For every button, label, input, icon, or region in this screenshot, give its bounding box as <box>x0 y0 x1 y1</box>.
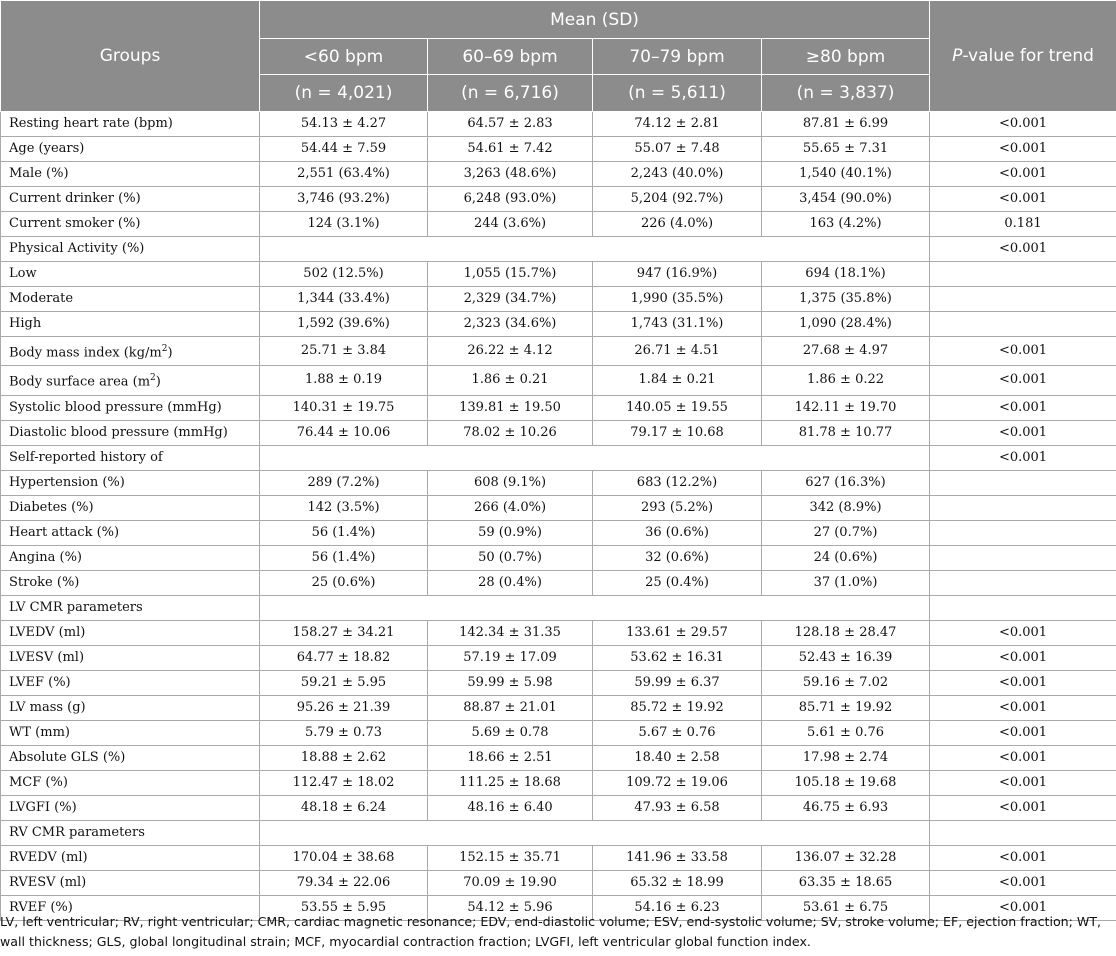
row-label-superscript: 2 <box>161 344 168 354</box>
pvalue-cell: <0.001 <box>930 420 1116 445</box>
row-label: Stroke (%) <box>1 570 260 595</box>
row-label: Age (years) <box>1 137 260 162</box>
value-cell: 124 (3.1%) <box>260 212 428 237</box>
value-cell: 52.43 ± 16.39 <box>762 645 930 670</box>
value-cell: 112.47 ± 18.02 <box>260 770 428 795</box>
value-cell: 87.81 ± 6.99 <box>762 112 930 137</box>
row-label: Diastolic blood pressure (mmHg) <box>1 420 260 445</box>
pvalue-cell: <0.001 <box>930 870 1116 895</box>
value-cell: 50 (0.7%) <box>428 545 593 570</box>
value-cell: 5.61 ± 0.76 <box>762 720 930 745</box>
value-cell: 1,743 (31.1%) <box>593 312 762 337</box>
value-cell: 74.12 ± 2.81 <box>593 112 762 137</box>
table-row <box>1 670 1116 695</box>
pvalue-cell: <0.001 <box>930 445 1116 470</box>
table-row <box>1 162 1116 187</box>
value-cell: 111.25 ± 18.68 <box>428 770 593 795</box>
row-label: RV CMR parameters <box>1 820 260 845</box>
value-cell: 293 (5.2%) <box>593 495 762 520</box>
value-cell: 27.68 ± 4.97 <box>762 337 930 366</box>
value-cell: 59.16 ± 7.02 <box>762 670 930 695</box>
value-cell: 65.32 ± 18.99 <box>593 870 762 895</box>
value-cell: 170.04 ± 38.68 <box>260 845 428 870</box>
table-row <box>1 570 1116 595</box>
value-cell: 139.81 ± 19.50 <box>428 395 593 420</box>
row-label <box>1 337 260 366</box>
table-row <box>1 337 1116 366</box>
category-header: 60–69 bpm <box>428 39 593 75</box>
value-cell: 37 (1.0%) <box>762 570 930 595</box>
table-row <box>1 212 1116 237</box>
row-label: High <box>1 312 260 337</box>
value-cell: 48.18 ± 6.24 <box>260 795 428 820</box>
pvalue-cell: <0.001 <box>930 366 1116 395</box>
table-row <box>1 545 1116 570</box>
row-label: MCF (%) <box>1 770 260 795</box>
value-cell: 1.88 ± 0.19 <box>260 366 428 395</box>
value-cell: 5.79 ± 0.73 <box>260 720 428 745</box>
table-row <box>1 645 1116 670</box>
pvalue-cell <box>930 470 1116 495</box>
value-cell: 1.84 ± 0.21 <box>593 366 762 395</box>
value-cell: 55.07 ± 7.48 <box>593 137 762 162</box>
value-cell: 59.21 ± 5.95 <box>260 670 428 695</box>
value-cell: 81.78 ± 10.77 <box>762 420 930 445</box>
pvalue-rest: -value for trend <box>962 46 1094 66</box>
row-label: Diabetes (%) <box>1 495 260 520</box>
value-cell: 26.71 ± 4.51 <box>593 337 762 366</box>
value-cell: 88.87 ± 21.01 <box>428 695 593 720</box>
value-cell: 226 (4.0%) <box>593 212 762 237</box>
row-label: Resting heart rate (bpm) <box>1 112 260 137</box>
section-row <box>1 445 1116 470</box>
pvalue-cell <box>930 262 1116 287</box>
row-label: Current drinker (%) <box>1 187 260 212</box>
table-row <box>1 420 1116 445</box>
table-row <box>1 137 1116 162</box>
pvalue-cell <box>930 820 1116 845</box>
value-cell: 79.34 ± 22.06 <box>260 870 428 895</box>
table-row <box>1 870 1116 895</box>
value-cell: 3,454 (90.0%) <box>762 187 930 212</box>
row-label: RVEDV (ml) <box>1 845 260 870</box>
value-cell: 53.62 ± 16.31 <box>593 645 762 670</box>
table-row <box>1 845 1116 870</box>
pvalue-cell: <0.001 <box>930 645 1116 670</box>
value-cell: 163 (4.2%) <box>762 212 930 237</box>
value-cell: 64.57 ± 2.83 <box>428 112 593 137</box>
category-n: (n = 4,021) <box>260 75 428 112</box>
value-cell: 53.61 ± 6.75 <box>762 895 930 920</box>
category-header: <60 bpm <box>260 39 428 75</box>
value-cell: 59 (0.9%) <box>428 520 593 545</box>
row-label-suffix: ) <box>167 345 173 361</box>
pvalue-cell <box>930 545 1116 570</box>
value-cell: 79.17 ± 10.68 <box>593 420 762 445</box>
category-n: (n = 3,837) <box>762 75 930 112</box>
pvalue-cell <box>930 312 1116 337</box>
row-label-text: Body surface area (m <box>9 374 151 390</box>
pvalue-cell: 0.181 <box>930 212 1116 237</box>
row-label: Self-reported history of <box>1 445 260 470</box>
value-cell: 55.65 ± 7.31 <box>762 137 930 162</box>
table-row <box>1 366 1116 395</box>
value-cell: 54.16 ± 6.23 <box>593 895 762 920</box>
section-spacer <box>260 595 930 620</box>
value-cell: 2,323 (34.6%) <box>428 312 593 337</box>
value-cell: 46.75 ± 6.93 <box>762 795 930 820</box>
value-cell: 140.05 ± 19.55 <box>593 395 762 420</box>
value-cell: 54.44 ± 7.59 <box>260 137 428 162</box>
table-row <box>1 745 1116 770</box>
value-cell: 105.18 ± 19.68 <box>762 770 930 795</box>
table-row <box>1 187 1116 212</box>
value-cell: 56 (1.4%) <box>260 520 428 545</box>
value-cell: 141.96 ± 33.58 <box>593 845 762 870</box>
value-cell: 54.12 ± 5.96 <box>428 895 593 920</box>
value-cell: 1.86 ± 0.22 <box>762 366 930 395</box>
category-header: ≥80 bpm <box>762 39 930 75</box>
table-row <box>1 262 1116 287</box>
pvalue-cell: <0.001 <box>930 137 1116 162</box>
value-cell: 158.27 ± 34.21 <box>260 620 428 645</box>
row-label: LVEDV (ml) <box>1 620 260 645</box>
value-cell: 85.72 ± 19.92 <box>593 695 762 720</box>
row-label: Angina (%) <box>1 545 260 570</box>
pvalue-cell: <0.001 <box>930 337 1116 366</box>
row-label: WT (mm) <box>1 720 260 745</box>
value-cell: 683 (12.2%) <box>593 470 762 495</box>
value-cell: 95.26 ± 21.39 <box>260 695 428 720</box>
value-cell: 1,055 (15.7%) <box>428 262 593 287</box>
pvalue-cell: <0.001 <box>930 162 1116 187</box>
value-cell: 1,592 (39.6%) <box>260 312 428 337</box>
pvalue-cell: <0.001 <box>930 112 1116 137</box>
value-cell: 142 (3.5%) <box>260 495 428 520</box>
row-label: LVESV (ml) <box>1 645 260 670</box>
section-row <box>1 820 1116 845</box>
row-label <box>1 366 260 395</box>
value-cell: 947 (16.9%) <box>593 262 762 287</box>
row-label: Heart attack (%) <box>1 520 260 545</box>
pvalue-cell: <0.001 <box>930 745 1116 770</box>
row-label: Current smoker (%) <box>1 212 260 237</box>
value-cell: 54.13 ± 4.27 <box>260 112 428 137</box>
value-cell: 17.98 ± 2.74 <box>762 745 930 770</box>
mean-sd-header: Mean (SD) <box>260 1 930 39</box>
row-label: Male (%) <box>1 162 260 187</box>
pvalue-cell: <0.001 <box>930 237 1116 262</box>
value-cell: 627 (16.3%) <box>762 470 930 495</box>
value-cell: 1,375 (35.8%) <box>762 287 930 312</box>
section-spacer <box>260 820 930 845</box>
pvalue-cell: <0.001 <box>930 395 1116 420</box>
pvalue-header <box>930 1 1116 112</box>
table-body <box>1 112 1116 921</box>
pvalue-cell: <0.001 <box>930 795 1116 820</box>
table-row <box>1 395 1116 420</box>
table-row <box>1 720 1116 745</box>
value-cell: 1,540 (40.1%) <box>762 162 930 187</box>
value-cell: 57.19 ± 17.09 <box>428 645 593 670</box>
value-cell: 136.07 ± 32.28 <box>762 845 930 870</box>
value-cell: 36 (0.6%) <box>593 520 762 545</box>
value-cell: 109.72 ± 19.06 <box>593 770 762 795</box>
value-cell: 694 (18.1%) <box>762 262 930 287</box>
value-cell: 140.31 ± 19.75 <box>260 395 428 420</box>
value-cell: 76.44 ± 10.06 <box>260 420 428 445</box>
pvalue-cell: <0.001 <box>930 895 1116 920</box>
value-cell: 56 (1.4%) <box>260 545 428 570</box>
row-label: Absolute GLS (%) <box>1 745 260 770</box>
row-label: Hypertension (%) <box>1 470 260 495</box>
pvalue-cell: <0.001 <box>930 845 1116 870</box>
category-n: (n = 5,611) <box>593 75 762 112</box>
value-cell: 27 (0.7%) <box>762 520 930 545</box>
value-cell: 3,746 (93.2%) <box>260 187 428 212</box>
value-cell: 289 (7.2%) <box>260 470 428 495</box>
value-cell: 1,090 (28.4%) <box>762 312 930 337</box>
row-label: Systolic blood pressure (mmHg) <box>1 395 260 420</box>
value-cell: 3,263 (48.6%) <box>428 162 593 187</box>
value-cell: 85.71 ± 19.92 <box>762 695 930 720</box>
row-label: RVESV (ml) <box>1 870 260 895</box>
table-row <box>1 495 1116 520</box>
value-cell: 32 (0.6%) <box>593 545 762 570</box>
pvalue-cell <box>930 570 1116 595</box>
value-cell: 5.69 ± 0.78 <box>428 720 593 745</box>
value-cell: 25.71 ± 3.84 <box>260 337 428 366</box>
value-cell: 266 (4.0%) <box>428 495 593 520</box>
table-row <box>1 520 1116 545</box>
table-footnote: LV, left ventricular; RV, right ventricular; CMR, cardiac magnetic resonance; EDV, end-diastolic volume; ESV, end-systolic volume; SV, stroke volume; EF, ejection fraction; WT, wall thickness; GLS, global longitudinal strain; MCF, myocardial contraction fraction; LVGFI, left ventricular global function index. <box>0 914 1102 949</box>
value-cell: 53.55 ± 5.95 <box>260 895 428 920</box>
value-cell: 25 (0.6%) <box>260 570 428 595</box>
value-cell: 608 (9.1%) <box>428 470 593 495</box>
row-label: LVGFI (%) <box>1 795 260 820</box>
row-label: Physical Activity (%) <box>1 237 260 262</box>
value-cell: 152.15 ± 35.71 <box>428 845 593 870</box>
row-label-suffix: ) <box>155 374 161 390</box>
pvalue-cell <box>930 595 1116 620</box>
category-n: (n = 6,716) <box>428 75 593 112</box>
value-cell: 5.67 ± 0.76 <box>593 720 762 745</box>
value-cell: 1,344 (33.4%) <box>260 287 428 312</box>
row-label: LVEF (%) <box>1 670 260 695</box>
value-cell: 6,248 (93.0%) <box>428 187 593 212</box>
pvalue-cell: <0.001 <box>930 720 1116 745</box>
value-cell: 18.88 ± 2.62 <box>260 745 428 770</box>
category-header: 70–79 bpm <box>593 39 762 75</box>
value-cell: 1,990 (35.5%) <box>593 287 762 312</box>
row-label-text: Body mass index (kg/m <box>9 345 162 361</box>
groups-header: Groups <box>1 1 260 112</box>
table-row <box>1 620 1116 645</box>
value-cell: 70.09 ± 19.90 <box>428 870 593 895</box>
section-spacer <box>260 445 930 470</box>
value-cell: 2,243 (40.0%) <box>593 162 762 187</box>
pvalue-cell <box>930 520 1116 545</box>
pvalue-cell: <0.001 <box>930 620 1116 645</box>
table-row <box>1 287 1116 312</box>
value-cell: 24 (0.6%) <box>762 545 930 570</box>
value-cell: 54.61 ± 7.42 <box>428 137 593 162</box>
row-label: LV mass (g) <box>1 695 260 720</box>
pvalue-cell: <0.001 <box>930 695 1116 720</box>
value-cell: 28 (0.4%) <box>428 570 593 595</box>
value-cell: 2,329 (34.7%) <box>428 287 593 312</box>
value-cell: 2,551 (63.4%) <box>260 162 428 187</box>
value-cell: 78.02 ± 10.26 <box>428 420 593 445</box>
table-row <box>1 312 1116 337</box>
value-cell: 342 (8.9%) <box>762 495 930 520</box>
value-cell: 25 (0.4%) <box>593 570 762 595</box>
value-cell: 59.99 ± 5.98 <box>428 670 593 695</box>
value-cell: 5,204 (92.7%) <box>593 187 762 212</box>
value-cell: 47.93 ± 6.58 <box>593 795 762 820</box>
section-row <box>1 595 1116 620</box>
section-spacer <box>260 237 930 262</box>
pvalue-cell: <0.001 <box>930 670 1116 695</box>
value-cell: 63.35 ± 18.65 <box>762 870 930 895</box>
value-cell: 133.61 ± 29.57 <box>593 620 762 645</box>
table-row <box>1 770 1116 795</box>
pvalue-cell <box>930 287 1116 312</box>
row-label: LV CMR parameters <box>1 595 260 620</box>
value-cell: 64.77 ± 18.82 <box>260 645 428 670</box>
value-cell: 26.22 ± 4.12 <box>428 337 593 366</box>
value-cell: 1.86 ± 0.21 <box>428 366 593 395</box>
value-cell: 59.99 ± 6.37 <box>593 670 762 695</box>
pvalue-cell: <0.001 <box>930 770 1116 795</box>
value-cell: 142.11 ± 19.70 <box>762 395 930 420</box>
row-label: Moderate <box>1 287 260 312</box>
value-cell: 502 (12.5%) <box>260 262 428 287</box>
value-cell: 244 (3.6%) <box>428 212 593 237</box>
table-row <box>1 695 1116 720</box>
pvalue-cell: <0.001 <box>930 187 1116 212</box>
table-row <box>1 795 1116 820</box>
pvalue-cell <box>930 495 1116 520</box>
row-label: Low <box>1 262 260 287</box>
table-header <box>1 1 1116 112</box>
pvalue-italic: P <box>952 46 963 66</box>
value-cell: 128.18 ± 28.47 <box>762 620 930 645</box>
row-label-superscript: 2 <box>150 373 156 384</box>
table-row <box>1 112 1116 137</box>
section-row <box>1 237 1116 262</box>
table-row <box>1 470 1116 495</box>
row-label: RVEF (%) <box>1 895 260 920</box>
value-cell: 142.34 ± 31.35 <box>428 620 593 645</box>
value-cell: 18.40 ± 2.58 <box>593 745 762 770</box>
value-cell: 18.66 ± 2.51 <box>428 745 593 770</box>
value-cell: 48.16 ± 6.40 <box>428 795 593 820</box>
